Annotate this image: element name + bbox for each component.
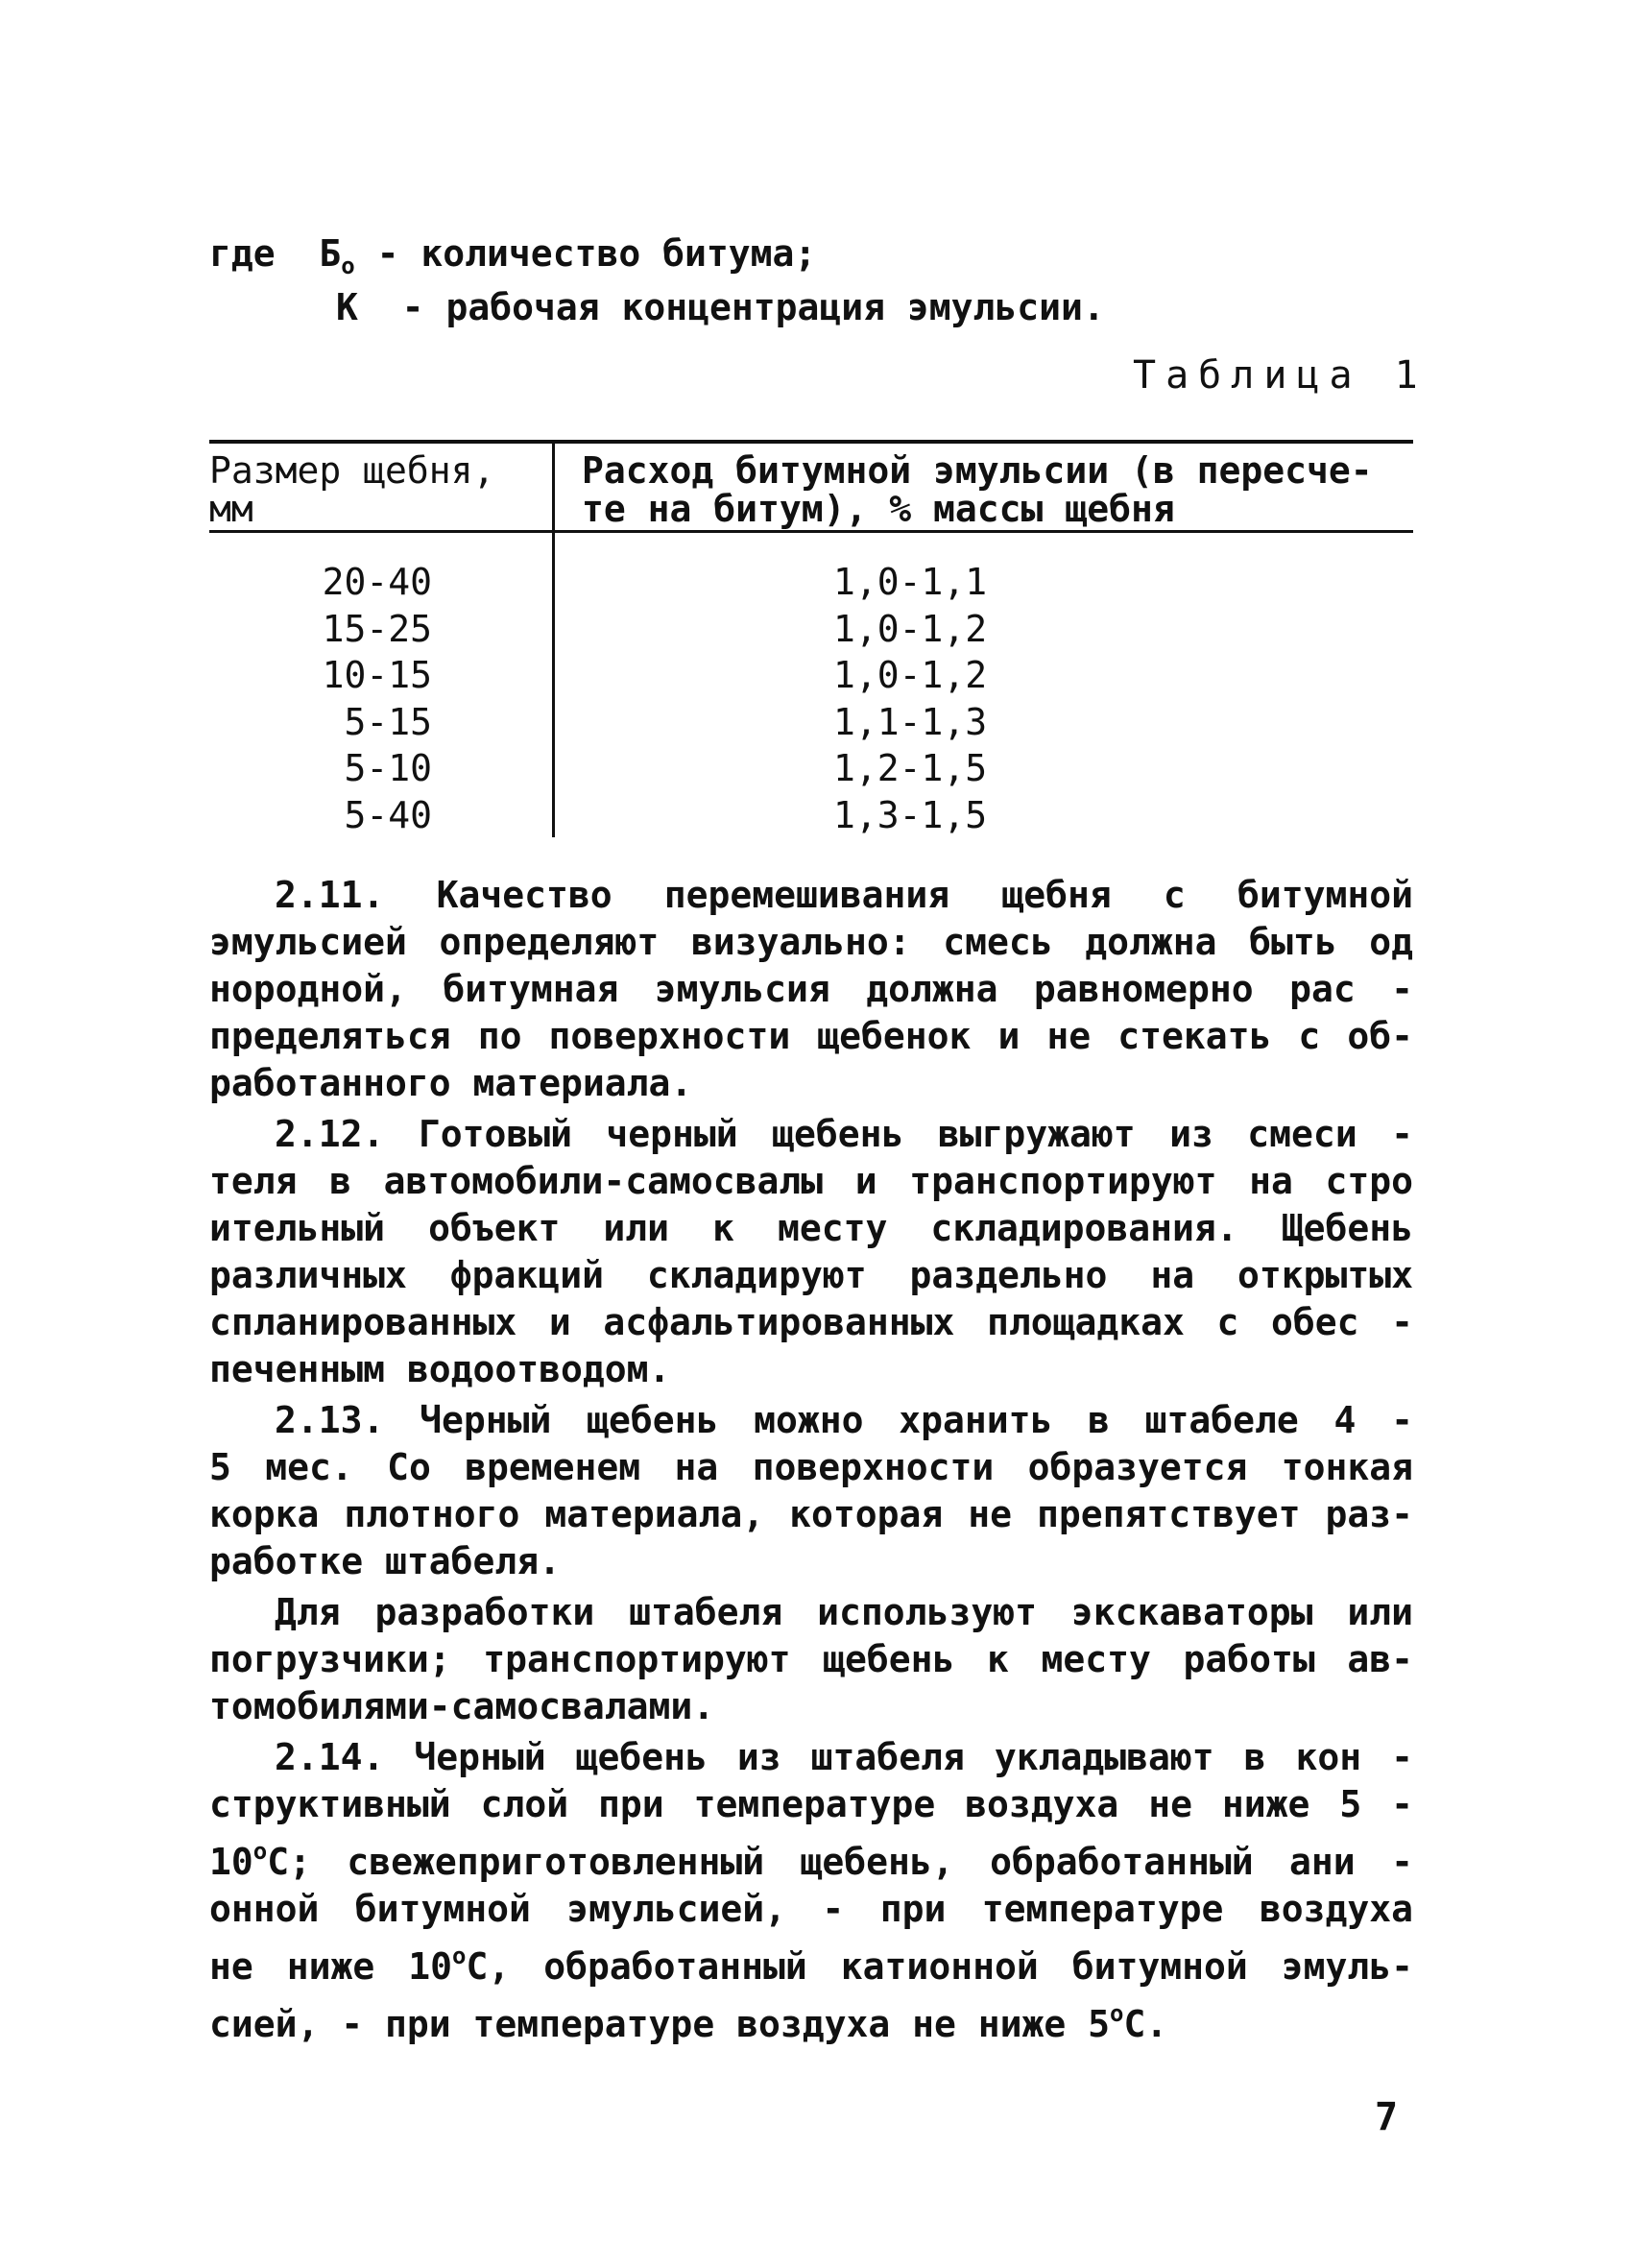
table-cell-size: 20-40 <box>322 561 432 603</box>
text-line: 2.11. Качество перемешивания щебня с битумной <box>275 874 1413 916</box>
text-line: работанного материала. <box>209 1062 693 1104</box>
text-line: 5 мес. Со временем на поверхности образуется тонкая <box>209 1446 1413 1488</box>
table-cell-consumption: 1,0-1,2 <box>833 607 988 650</box>
definition-line-2 <box>336 284 1105 330</box>
text-fragment: С. <box>1123 2003 1168 2045</box>
text-line <box>209 1828 1413 1886</box>
paragraph-2-14 <box>209 1734 1413 2048</box>
page-number: 7 <box>1375 2095 1399 2139</box>
text-fragment: С; свежеприготовленный щебень, обработанный ани - <box>267 1841 1413 1883</box>
text-line: 2.14. Черный щебень из штабеля укладывают в кон - <box>275 1736 1413 1778</box>
text-line: онной битумной эмульсией, - при температуре воздуха <box>209 1888 1413 1930</box>
table-header-rule <box>209 530 1413 533</box>
text-line: пределяться по поверхности щебенок и не стекать с об- <box>209 1015 1413 1057</box>
table-cell-consumption: 1,1-1,3 <box>833 700 988 743</box>
definition-prefix: где <box>209 232 276 275</box>
text-line: томобилями-самосвалами. <box>209 1685 715 1727</box>
table-cell-consumption: 1,0-1,1 <box>833 561 988 603</box>
text-line: различных фракций складируют раздельно на открытых <box>209 1254 1413 1296</box>
text-line: работке штабеля. <box>209 1540 562 1582</box>
text-line: теля в автомобили-самосвалы и транспортируют на стро <box>209 1160 1413 1202</box>
text-line: спланированных и асфальтированных площадках с обес - <box>209 1301 1413 1343</box>
definition-line-1 <box>209 230 816 289</box>
definition-subscript: о <box>341 253 355 279</box>
text-fragment: 10 <box>209 1841 253 1883</box>
text-line: корка плотного материала, которая не препятствует раз- <box>209 1493 1413 1535</box>
table-cell-size: 5-40 <box>344 793 432 836</box>
text-line: 2.13. Черный щебень можно хранить в штабеле 4 - <box>275 1399 1413 1441</box>
text-fragment: сией, - при температуре воздуха не ниже 5 <box>209 2003 1110 2045</box>
definition-symbol: К <box>336 286 358 328</box>
text-fragment: не ниже 10 <box>209 1945 453 1988</box>
table-cell-consumption: 1,2-1,5 <box>833 747 988 789</box>
text-line <box>209 1933 1413 1991</box>
text-line: погрузчики; транспортируют щебень к месту работы ав- <box>209 1638 1413 1680</box>
degree-sign: о <box>452 1942 467 1969</box>
text-line: нородной, битумная эмульсия должна равномерно рас - <box>209 968 1413 1010</box>
degree-sign: о <box>252 1838 268 1865</box>
paragraph <box>209 1589 1413 1730</box>
text-line: структивный слой при температуре воздуха не ниже 5 - <box>209 1783 1413 1825</box>
table-header-size: Размер щебня, мм <box>209 449 495 530</box>
paragraph <box>209 872 1413 1107</box>
definition-symbol: Б <box>319 232 342 275</box>
table-top-rule <box>209 440 1413 444</box>
text-line: 2.12. Готовый черный щебень выгружают из смеси - <box>275 1113 1413 1155</box>
definition-text: количество битума; <box>420 232 817 275</box>
text-line: эмульсией определяют визуально: смесь должна быть од <box>209 921 1413 963</box>
table-column-divider <box>552 442 555 837</box>
table-cell-consumption: 1,3-1,5 <box>833 793 988 836</box>
table-header-consumption: Расход битумной эмульсии (в пересче- те на битум), % массы щебня <box>582 449 1373 530</box>
text-line: печенным водоотводом. <box>209 1348 671 1390</box>
text-fragment: С, обработанный катионной битумной эмуль- <box>466 1945 1414 1988</box>
definition-dash: - <box>376 232 399 275</box>
degree-sign: о <box>1110 2000 1124 2027</box>
table-cell-consumption: 1,0-1,2 <box>833 654 988 696</box>
table-cell-size: 10-15 <box>322 654 432 696</box>
definition-text: рабочая концентрация эмульсии. <box>445 286 1105 328</box>
text-line <box>209 1991 1413 2048</box>
text-line: Для разработки штабеля используют экскаваторы или <box>275 1591 1413 1633</box>
paragraph <box>209 1111 1413 1393</box>
table-cell-size: 5-15 <box>344 700 432 743</box>
definition-dash: - <box>401 286 424 328</box>
text-line: ительный объект или к месту складирования. Щебень <box>209 1207 1413 1249</box>
table-title: Таблица 1 <box>1133 353 1428 398</box>
table-cell-size: 15-25 <box>322 607 432 650</box>
table-cell-size: 5-10 <box>344 747 432 789</box>
paragraph <box>209 1397 1413 1585</box>
body-text <box>209 872 1413 2048</box>
